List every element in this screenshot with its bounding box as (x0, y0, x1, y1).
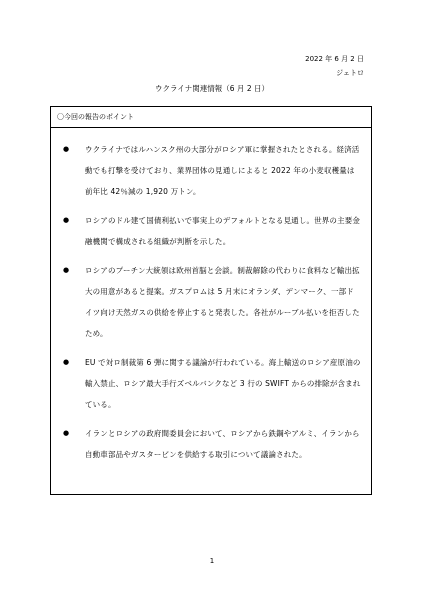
bullet-icon: ● (63, 216, 70, 224)
summary-heading: 〇今回の報告のポイント (57, 113, 134, 121)
point-text: イランとロシアの政府間委員会において、ロシアから鉄鋼やアルミ、イランから自動車部品やガスタービンを供給する取引について議論された。 (85, 429, 360, 459)
list-item (51, 352, 371, 415)
bullet-icon: ● (63, 145, 70, 153)
bullet-icon: ● (63, 429, 70, 437)
page-number: 1 (209, 557, 215, 565)
heading-divider (51, 127, 371, 128)
point-text: ロシアのドル建て国債利払いで事実上のデフォルトとなる見通し。世界の主要金融機関で構成される組織が判断を示した。 (85, 216, 361, 246)
list-item (51, 139, 371, 202)
bullet-icon: ● (63, 266, 70, 274)
report-date: 2022 年 6 月 2 日 (305, 55, 364, 63)
points-list (51, 139, 371, 473)
document-title: ウクライナ関連情報（6 月 2 日） (155, 84, 269, 93)
point-text: EU で対ロ制裁第 6 弾に関する議論が行われている。海上輸送のロシア産原油の輸入禁止、ロシア最大手行ズベルバンクなど 3 行の SWIFT からの排除が含まれている。 (85, 358, 361, 409)
list-item (51, 423, 371, 465)
list-item (51, 260, 371, 344)
point-text: ロシアのプーチン大統領は欧州首脳と会談。制裁解除の代わりに食料など輸出拡大の用意があると提案。ガスプロムは 5 月末にオランダ、デンマーク、一部ドイツ向け天然ガスの供給を停止すると発表した。各社がルーブル払いを拒否したため。 (85, 266, 360, 338)
bullet-icon: ● (63, 358, 70, 366)
list-item (51, 210, 371, 252)
organization-name: ジェトロ (336, 69, 364, 77)
point-text: ウクライナではルハンスク州の大部分がロシア軍に掌握されたとされる。経済活動でも打撃を受けており、業界団体の見通しによると 2022 年の小麦収穫量は前年比 42％減の 1,920 万トン。 (85, 145, 360, 196)
summary-box (50, 106, 372, 495)
